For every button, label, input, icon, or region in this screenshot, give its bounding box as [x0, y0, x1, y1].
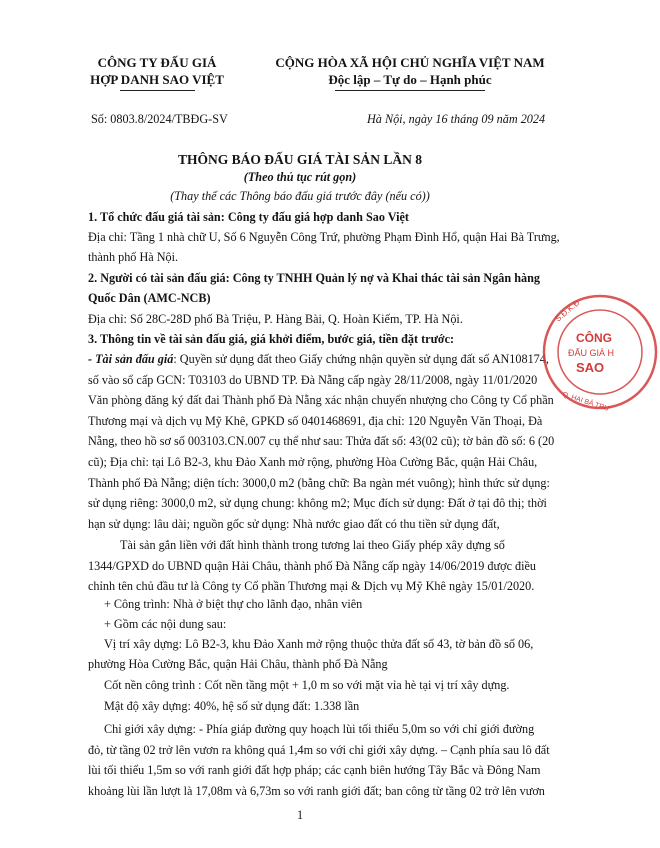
attached-line: 1344/GPXD do UBND quận Hải Châu, thành phố Đà Nẵng cấp ngày 14/06/2019 được điều: [88, 558, 537, 573]
document-subtitle-replacement: (Thay thế các Thông báo đấu giá trước đây (nếu có)): [170, 189, 430, 203]
asset-line: Thương mại và dịch vụ Mỹ Khê, GPKD số 0401468691, địa chỉ: 120 Nguyễn Văn Thoại, Đà: [88, 413, 543, 428]
company-name-line2: HỢP DANH SAO VIỆT: [90, 72, 224, 87]
stamp-line1: CÔNG: [576, 331, 612, 345]
asset-line: Thành phố Đà Nẵng; diện tích: 3000,0 m2 (bằng chữ: Ba ngàn mét vuông); hình thức sử dụng:: [88, 475, 550, 490]
page-number: 1: [296, 808, 304, 822]
stamp-top-text: S.Đ.K.Đ: [553, 298, 582, 324]
company-seal-stamp: [540, 292, 660, 412]
density-line: Mật độ xây dựng: 40%, hệ số sử dụng đất: 1.338 lần: [104, 699, 360, 713]
section-2-address: Địa chỉ: Số 28C-28D phố Bà Triệu, P. Hàng Bài, Q. Hoàn Kiếm, TP. Hà Nội.: [88, 312, 463, 326]
asset-line: cũ); Địa chỉ: tại Lô B2-3, khu Đảo Xanh mở rộng, phường Hòa Cường Bắc, quận Hải Châu,: [88, 454, 538, 469]
stamp-line3: SAO: [576, 360, 605, 375]
document-title: THÔNG BÁO ĐẤU GIÁ TÀI SẢN LẦN 8: [178, 152, 422, 167]
asset-line: sử dụng riêng: 3000,0 m2, sử dụng chung: không m2; Mục đích sử dụng: Đất ở tại đô thị; thời: [88, 496, 547, 511]
national-title: CỘNG HÒA XÃ HỘI CHỦ NGHĨA VIỆT NAM: [275, 55, 545, 70]
elevation-line: Cốt nền công trình : Cốt nền tầng một + 1,0 m so với mặt vỉa hè tại vị trí xây dựng.: [104, 678, 510, 692]
bullet-building: + Công trình: Nhà ở biệt thự cho lãnh đạo, nhân viên: [104, 597, 363, 611]
section-1-heading: 1. Tổ chức đấu giá tài sản: Công ty đấu giá hợp danh Sao Việt: [88, 210, 409, 224]
asset-line: [88, 349, 549, 370]
asset-line-text: : Quyền sử dụng đất theo Giấy chứng nhận quyền sử dụng đất số AN108174,: [173, 352, 549, 366]
location-line2: phường Hòa Cường Bắc, quận Hải Châu, thành phố Đà Nẵng: [88, 657, 388, 671]
asset-line: số vào sổ cấp GCN: T03103 do UBND TP. Đà Nẵng cấp ngày 28/11/2008, ngày 11/01/2020: [88, 372, 538, 387]
attached-line: chỉnh tên chủ đầu tư là Công ty Cổ phần Thương mại & Dịch vụ Mỹ Khê ngày 15/01/2020.: [88, 579, 535, 594]
asset-line: Nẵng, theo hồ sơ số 003103.CN.007 cụ thể như sau: Thửa đất số: 43(02 cũ); tờ bản đồ số: 6 (20: [88, 434, 555, 449]
header-right-underline: [335, 90, 485, 91]
section-2-heading-line1: 2. Người có tài sản đấu giá: Công ty TNHH Quản lý nợ và Khai thác tài sản Ngân hàng: [88, 271, 540, 285]
section-1-address-line1: Địa chỉ: Tầng 1 nhà chữ U, Số 6 Nguyễn Công Trứ, phường Phạm Đình Hổ, quận Hai Bà Trưng,: [88, 230, 560, 244]
stamp-bottom-text: Q. HAI BÀ TRƯ: [561, 391, 611, 414]
document-number: Số: 0803.8/2024/TBĐG-SV: [91, 112, 228, 126]
header-left-underline: [120, 90, 195, 91]
boundary-line: đỏ, từ tầng 02 trở lên vươn ra không quá 1,4m so với chỉ giới xây dựng. – Cạnh phía sau lô đất: [88, 742, 550, 757]
boundary-line: Chỉ giới xây dựng: - Phía giáp đường quy hoạch lùi tối thiểu 5,0m so với chỉ giới đường: [104, 722, 535, 736]
stamp-line2: ĐẤU GIÁ H: [568, 348, 615, 358]
asset-line: Văn phòng đăng ký đất đai Thành phố Đà Nẵng xác nhận chuyển nhượng cho Công ty Cổ phần: [88, 393, 554, 408]
section-2-heading-line2: Quốc Dân (AMC-NCB): [88, 291, 211, 305]
asset-label: - Tài sản đấu giá: [88, 352, 174, 366]
national-motto: Độc lập – Tự do – Hạnh phúc: [328, 72, 492, 87]
boundary-line: lùi tối thiểu 1,5m so với ranh giới đất hợp pháp; các cạnh biên hướng Tây Bắc và Đông Nam: [88, 763, 541, 778]
location-line1: Vị trí xây dựng: Lô B2-3, khu Đảo Xanh mở rộng thuộc thửa đất số 43, tờ bản đồ số 06,: [104, 637, 534, 651]
asset-paragraph: [88, 349, 555, 534]
bullet-contents: + Gồm các nội dung sau:: [104, 617, 227, 631]
attached-paragraph: [88, 535, 542, 597]
boundary-paragraph: [88, 719, 550, 801]
section-3-heading: 3. Thông tin về tài sản đấu giá, giá khởi điểm, bước giá, tiền đặt trước:: [88, 332, 455, 346]
company-name-line1: CÔNG TY ĐẤU GIÁ: [97, 55, 217, 70]
document-subtitle: (Theo thủ tục rút gọn): [243, 170, 357, 184]
document-date: Hà Nội, ngày 16 tháng 09 năm 2024: [367, 112, 546, 126]
boundary-line: khoảng lùi lần lượt là 17,08m và 6,73m so với ranh giới đất; ban công từ tầng 02 trở lên vươn: [88, 783, 545, 798]
section-1-address-line2: thành phố Hà Nội.: [88, 250, 179, 264]
attached-line: Tài sản gắn liền với đất hình thành trong tương lai theo Giấy phép xây dựng số: [120, 538, 505, 552]
asset-line: hạn sử dụng: lâu dài; nguồn gốc sử dụng: Nhà nước giao đất có thu tiền sử dụng đất,: [88, 516, 500, 531]
